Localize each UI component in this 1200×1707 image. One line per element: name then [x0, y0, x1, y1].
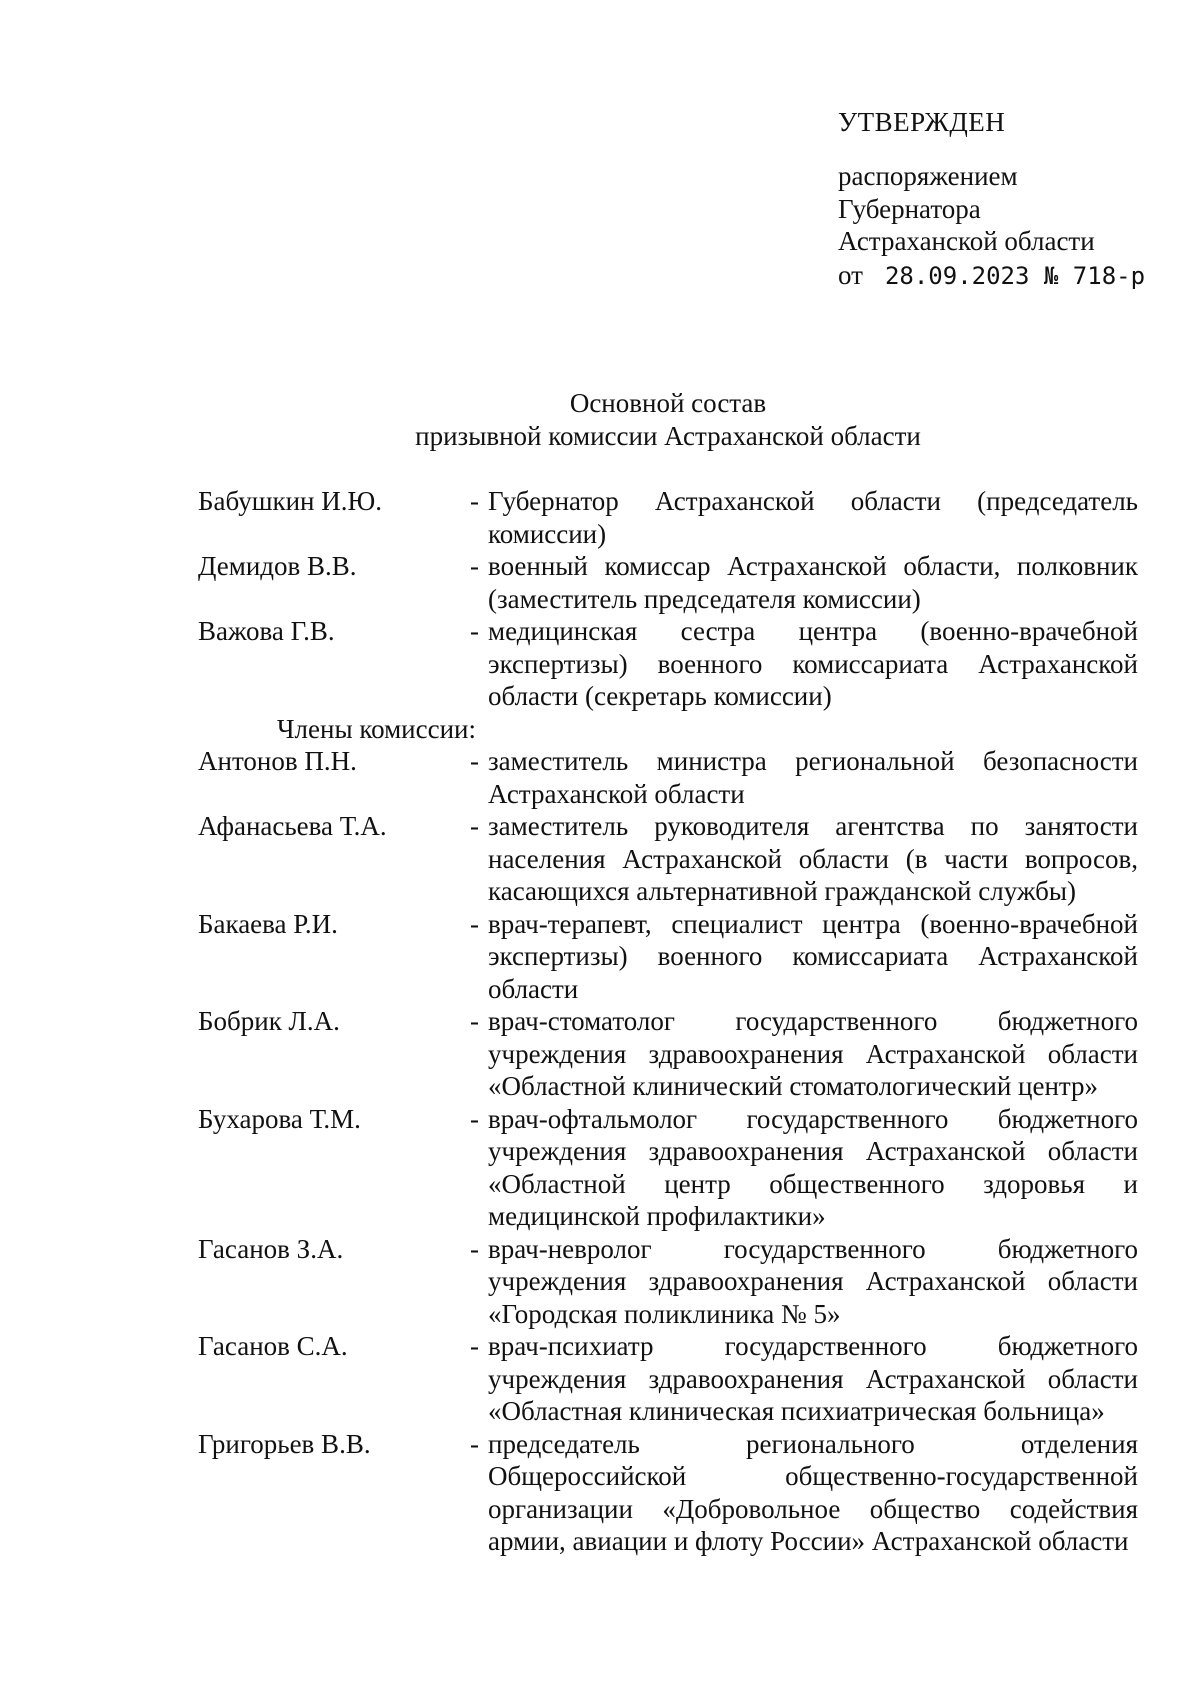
member-dash: -	[470, 1233, 479, 1264]
list-item	[198, 810, 1142, 908]
list-item	[198, 615, 1142, 713]
member-description: врач-стоматолог государственного бюджетного учреждения здравоохранения Астраханской области «Областной клинический стоматологический центр»	[488, 1006, 1138, 1101]
list-item	[198, 550, 1142, 615]
member-name: Бабушкин И.Ю.	[198, 486, 383, 516]
member-name: Антонов П.Н.	[198, 746, 357, 776]
member-description: врач-невролог государственного бюджетного учреждения здравоохранения Астраханской области «Городская поликлиника № 5»	[488, 1233, 1138, 1329]
member-name: Гасанов С.А.	[198, 1331, 348, 1361]
member-description: врач-офтальмолог государственного бюджетного учреждения здравоохранения Астраханской области «Областной центр общественного здоровья и медицинской профилактики»	[488, 1103, 1138, 1231]
member-name: Бакаева Р.И.	[198, 908, 338, 939]
member-dash: -	[470, 908, 479, 939]
member-dash: -	[470, 486, 479, 516]
member-dash: -	[470, 1006, 479, 1036]
approval-stamp-block	[838, 104, 1168, 293]
member-description: медицинская сестра центра (военно-врачебной экспертизы) военного комиссариата Астраханской области (секретарь комиссии)	[488, 616, 1138, 711]
list-item	[198, 1103, 1142, 1233]
list-item	[198, 745, 1142, 810]
list-item	[198, 1428, 1142, 1558]
member-name: Демидов В.В.	[198, 551, 357, 581]
list-item	[198, 1005, 1142, 1103]
list-item	[198, 1330, 1142, 1428]
member-description: врач-терапевт, специалист центра (военно-врачебной экспертизы) военного комиссариата Астраханской области	[488, 908, 1138, 1004]
commission-list	[198, 485, 1142, 1558]
members-heading: Члены комиссии:	[277, 713, 476, 744]
member-name: Бобрик Л.А.	[198, 1006, 340, 1036]
member-name: Гасанов З.А.	[198, 1233, 344, 1264]
member-description: председатель регионального отделения Общероссийской общественно-государственной организации «Добровольное общество содействия армии, авиации и флоту России» Астраханской области	[488, 1428, 1138, 1556]
approval-line-2: Губернатора	[838, 193, 981, 224]
document-title	[0, 387, 1200, 453]
member-dash: -	[470, 1428, 479, 1459]
member-name: Григорьев В.В.	[198, 1428, 371, 1459]
list-item	[198, 908, 1142, 1006]
member-description: военный комиссар Астраханской области, полковник (заместитель председателя комиссии)	[488, 551, 1138, 614]
member-dash: -	[470, 811, 479, 841]
member-dash: -	[470, 616, 479, 646]
member-name: Бухарова Т.М.	[198, 1103, 361, 1134]
member-description: заместитель министра региональной безопасности Астраханской области	[488, 746, 1138, 809]
list-item	[198, 1233, 1142, 1331]
member-dash: -	[470, 1331, 479, 1361]
approval-heading: УТВЕРЖДЕН	[838, 107, 1006, 137]
member-description: Губернатор Астраханской области (председатель комиссии)	[488, 486, 1138, 549]
member-name: Важова Г.В.	[198, 616, 335, 646]
member-dash: -	[470, 1103, 479, 1134]
approval-date-number: 28.09.2023 № 718-р	[884, 261, 1146, 290]
list-item	[198, 485, 1142, 550]
member-dash: -	[470, 746, 479, 776]
approval-date-prefix: от	[838, 259, 863, 290]
member-description: врач-психиатр государственного бюджетного учреждения здравоохранения Астраханской области «Областная клиническая психиатрическая больница»	[488, 1331, 1138, 1426]
approval-line-3: Астраханской области	[838, 226, 1095, 256]
approval-date-line	[838, 258, 1168, 293]
title-line-2: призывной комиссии Астраханской области	[415, 421, 921, 451]
title-line-1: Основной состав	[569, 388, 767, 418]
member-name: Афанасьева Т.А.	[198, 811, 387, 841]
member-description: заместитель руководителя агентства по занятости населения Астраханской области (в части вопросов, касающихся альтернативной гражданской службы)	[488, 811, 1138, 906]
approval-line-1: распоряжением	[838, 161, 1018, 191]
member-dash: -	[470, 551, 479, 581]
